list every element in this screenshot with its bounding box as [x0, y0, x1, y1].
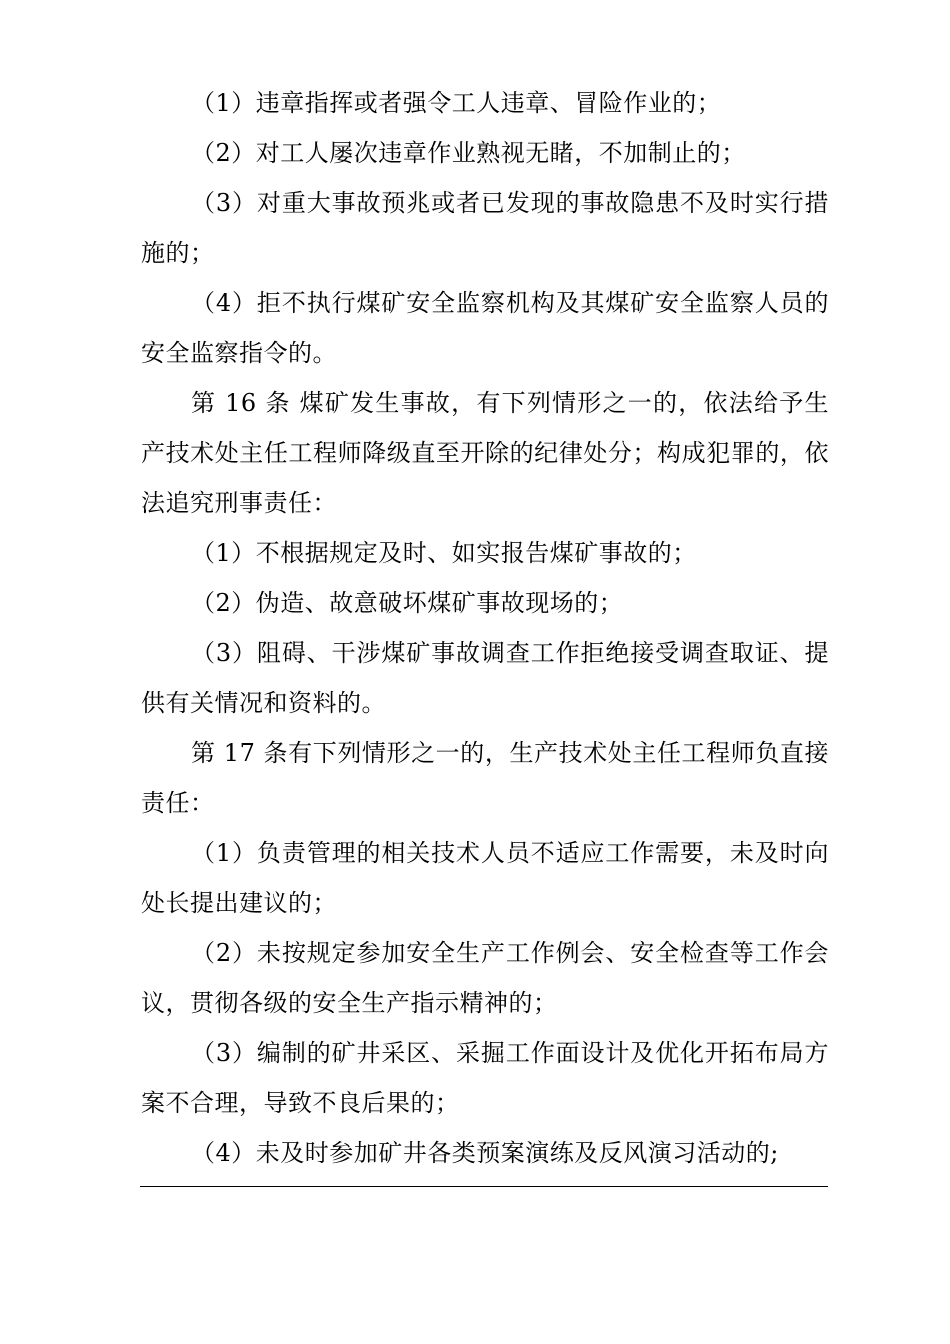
article-16-item-3: （3）阻碍、干涉煤矿事故调查工作拒绝接受调查取证、提供有关情况和资料的。	[141, 639, 829, 717]
article-17-item-1: （1）负责管理的相关技术人员不适应工作需要，未及时向处长提出建议的；	[141, 839, 829, 917]
article-17-item-2: （2）未按规定参加安全生产工作例会、安全检查等工作会议，贯彻各级的安全生产指示精神的；	[141, 939, 829, 1017]
article-17: 第 17 条有下列情形之一的，生产技术处主任工程师负直接责任：	[141, 739, 829, 817]
article-17-item-4: （4）未及时参加矿井各类预案演练及反风演习活动的;	[191, 1139, 779, 1167]
paragraph-item-4: （4）拒不执行煤矿安全监察机构及其煤矿安全监察人员的安全监察指令的。	[141, 289, 829, 367]
paragraph-item-2: （2）对工人屡次违章作业熟视无睹，不加制止的；	[191, 139, 746, 167]
paragraph-item-3: （3）对重大事故预兆或者已发现的事故隐患不及时实行措施的；	[141, 189, 829, 267]
footer-divider	[140, 1186, 828, 1187]
paragraph-item-1: （1）违章指挥或者强令工人违章、冒险作业的；	[191, 89, 722, 117]
article-16-item-2: （2）伪造、故意破坏煤矿事故现场的；	[191, 589, 624, 617]
document-body	[141, 78, 829, 1178]
article-17-item-3: （3）编制的矿井采区、采掘工作面设计及优化开拓布局方案不合理，导致不良后果的；	[141, 1039, 829, 1117]
article-16-item-1: （1）不根据规定及时、如实报告煤矿事故的；	[191, 539, 697, 567]
article-16: 第 16 条 煤矿发生事故，有下列情形之一的，依法给予生产技术处主任工程师降级直至开除的纪律处分；构成犯罪的，依法追究刑事责任：	[141, 389, 829, 517]
